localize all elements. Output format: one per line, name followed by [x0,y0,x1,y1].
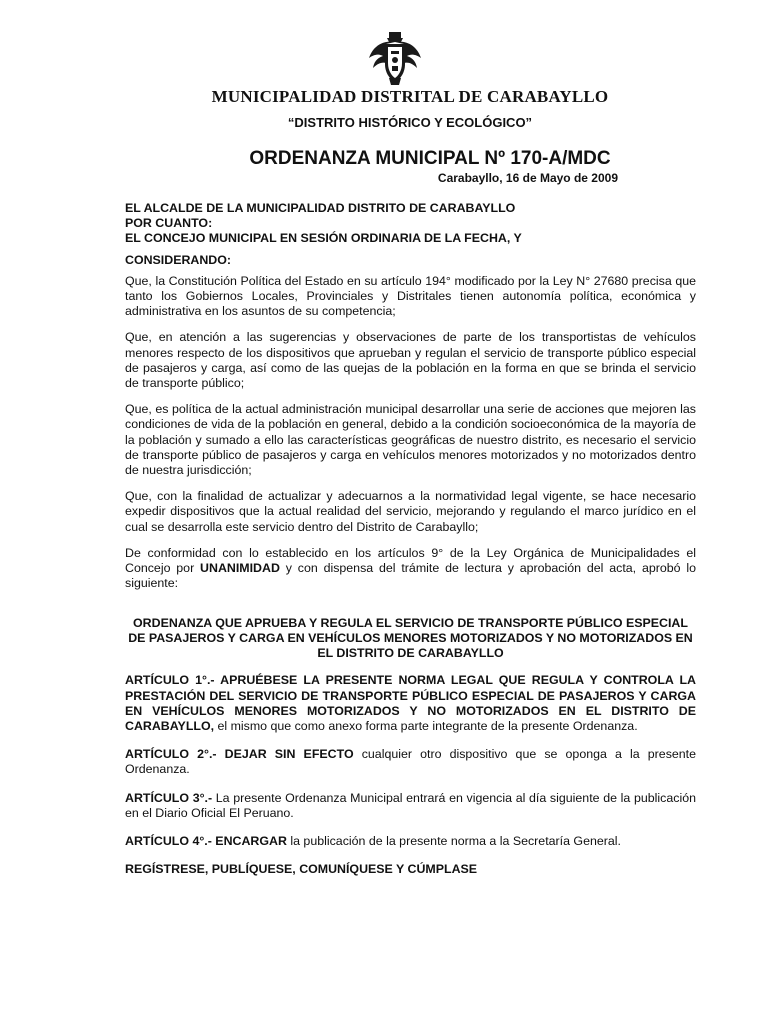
article-2-text: cualquier otro dispositivo que se oponga a la presente Ordenanza. [125,747,697,777]
article-3-heading: ARTÍCULO 3°.- [125,790,213,805]
article-2 [125,747,696,777]
paragraph: Que, con la finalidad de actualizar y adecuarnos a la normatividad legal vigente, se hace necesario expedir dispositivos que la actual realidad del servicio, mejorando y regulando el marco jurídico en el cual se desarrolla este servicio dentro del Distrito de Carabayllo; [125,489,696,534]
ordinance-heading: ORDENANZA QUE APRUEBA Y REGULA EL SERVICIO DE TRANSPORTE PÚBLICO ESPECIAL DE PASAJEROS Y CARGA EN VEHÍCULOS MENORES MOTORIZADOS Y NO MOTORIZADOS EN EL DISTRITO DE CARABAYLLO [128,616,693,661]
article-1 [125,673,696,734]
paragraph: Que, la Constitución Política del Estado en su artículo 194° modificado por la Ley N° 27680 precisa que tanto los Gobiernos Locales, Provinciales y Distritales tienen autonomía política, económica y administrativa en los asuntos de su competencia; [125,273,696,319]
document-date: Carabayllo, 16 de Mayo de 2009 [437,171,618,185]
mayor-line: EL ALCALDE DE LA MUNICIPALIDAD DISTRITO DE CARABAYLLO [125,201,516,215]
document-body [125,201,696,889]
paragraph: Que, en atención a las sugerencias y observaciones de parte de los transportistas de vehículos menores respecto de los dispositivos que aprueban y regulan el servicio de transporte público especial de pasajeros y carga, así como de las quejas de la población en la forma en que se brinda el servicio de transporte público; [125,330,696,391]
unanimity-emphasis: UNANIMIDAD [200,561,280,576]
por-cuanto-line: POR CUANTO: [125,216,213,231]
municipality-name: MUNICIPALIDAD DISTRITAL DE CARABAYLLO [211,87,609,106]
article-4 [125,834,696,849]
closing-formula: REGÍSTRESE, PUBLÍQUESE, COMUNÍQUESE Y CÚMPLASE [125,862,478,877]
article-1-heading: ARTÍCULO 1°.- APRUÉBESE LA PRESENTE NORMA LEGAL QUE REGULA Y CONTROLA LA PRESTACIÓN DEL SERVICIO DE TRANSPORTE PÚBLICO ESPECIAL DE PASAJEROS Y CARGA EN VEHÍCULOS MENORES MOTORIZADOS Y NO MOTORIZADOS EN EL DISTRITO DE CARABAYLLO, [125,673,696,734]
article-4-text: la publicación de la presente norma a la Secretaría General. [286,834,621,849]
article-3 [125,791,696,821]
coat-of-arms-icon [365,30,425,86]
article-4-heading: ARTÍCULO 4°.- ENCARGAR [125,834,287,849]
council-line: EL CONCEJO MUNICIPAL EN SESIÓN ORDINARIA DE LA FECHA, Y [125,231,522,246]
paragraph-text: De conformidad con lo establecido en los artículos 9° de la Ley Orgánica de Municipalidades el Concejo por [125,545,696,576]
article-3-text: La presente Ordenanza Municipal entrará en vigencia al día siguiente de la publicación en el Diario Oficial El Peruano. [125,790,696,820]
district-motto: “DISTRITO HISTÓRICO Y ECOLÓGICO” [287,115,533,130]
paragraph-text: y con dispensa del trámite de lectura y aprobación del acta, aprobó lo siguiente: [125,561,696,591]
considerando-heading: CONSIDERANDO: [125,252,232,267]
article-2-heading: ARTÍCULO 2°.- DEJAR SIN EFECTO [125,747,354,762]
ordinance-number-title: ORDENANZA MUNICIPAL Nº 170-A/MDC [249,148,611,169]
paragraph-conformity [125,546,696,592]
paragraph: Que, es política de la actual administración municipal desarrollar una serie de acciones que mejoren las condiciones de vida de la población en general, debido a la condición socioeconómica de la mayoría de la población y sumado a ello las características geográficas de nuestro distrito, es necesario el servicio de transporte público de pasajeros y carga en vehículos menores motorizados y no motorizados dentro de nuestra jurisdicción; [125,402,696,478]
article-1-text: el mismo que como anexo forma parte integrante de la presente Ordenanza. [214,719,638,734]
